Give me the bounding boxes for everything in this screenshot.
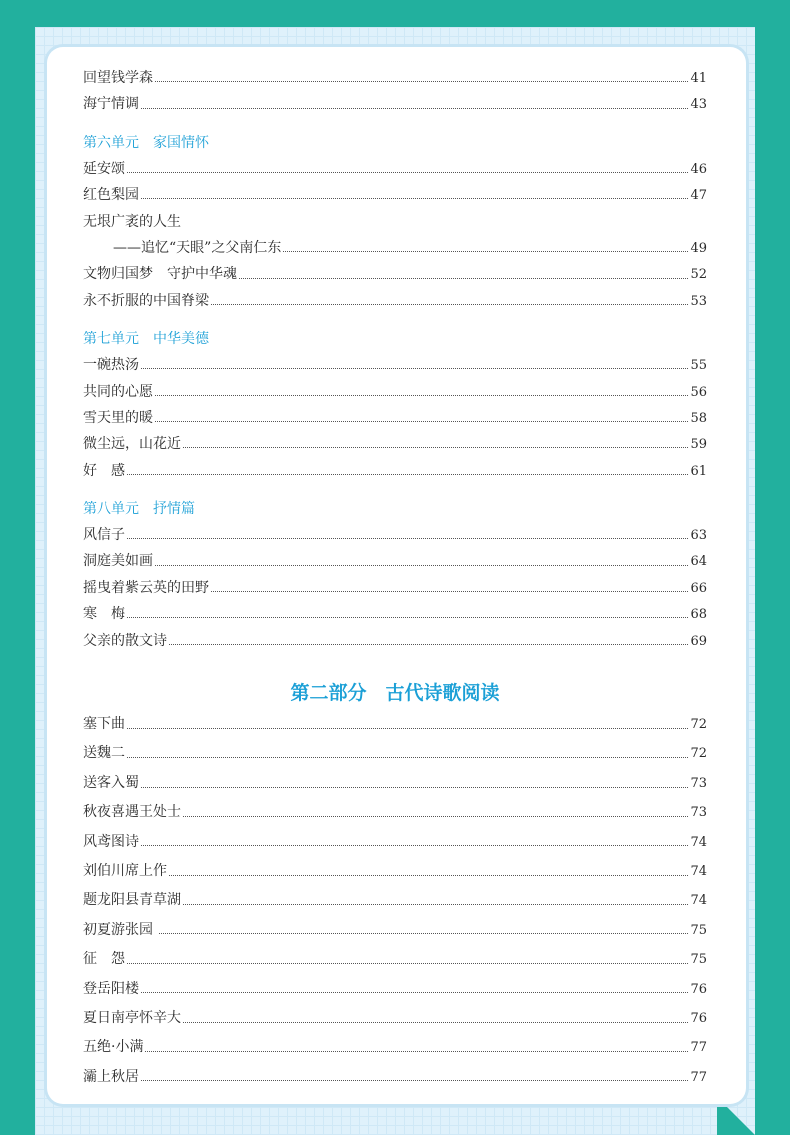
leader-dots xyxy=(169,643,688,645)
toc-entry[interactable] xyxy=(83,628,707,654)
toc-entry-page: 75 xyxy=(690,952,707,968)
leader-dots xyxy=(155,420,688,422)
toc-entry[interactable] xyxy=(83,431,707,457)
toc-entry[interactable] xyxy=(83,156,707,182)
toc-entry-title: 永不折服的中国脊梁 xyxy=(83,292,209,309)
toc-entry-title: 好 感 xyxy=(83,462,125,479)
toc-entry-page: 55 xyxy=(690,358,707,374)
toc-entry-page: 68 xyxy=(690,607,707,623)
toc-entry[interactable] xyxy=(83,548,707,574)
toc-entry-page: 69 xyxy=(690,633,707,649)
toc-entry-page: 75 xyxy=(690,922,707,938)
toc-entry-title: 风鸢图诗 xyxy=(83,833,139,850)
toc-entry-page: 63 xyxy=(690,528,707,544)
toc-entry[interactable] xyxy=(83,261,707,287)
toc-entry-page: 43 xyxy=(690,97,707,113)
toc-entry[interactable] xyxy=(83,945,707,974)
leader-dots xyxy=(141,107,688,109)
leader-dots xyxy=(127,727,688,729)
toc-entry-title: 题龙阳县青草湖 xyxy=(83,892,181,909)
toc-entry-title: 送魏二 xyxy=(83,745,125,762)
toc-entry[interactable] xyxy=(83,1004,707,1033)
toc-entry-title: 红色梨园 xyxy=(83,187,139,204)
toc-entry[interactable] xyxy=(83,798,707,827)
leader-dots xyxy=(155,80,688,82)
toc-entry[interactable] xyxy=(83,575,707,601)
toc-entry-title: 微尘远，山花近 xyxy=(83,436,181,453)
toc-entry-title: 摇曳着紫云英的田野 xyxy=(83,579,209,596)
unit-heading-7: 第七单元 中华美德 xyxy=(83,331,209,348)
leader-dots xyxy=(155,564,688,566)
table-of-contents xyxy=(83,65,707,1092)
toc-entry-page: 52 xyxy=(690,267,707,283)
toc-entry-page: 49 xyxy=(690,240,707,256)
toc-entry-title: 一碗热汤 xyxy=(83,357,139,374)
leader-dots xyxy=(141,991,688,993)
unit-heading-8: 第八单元 抒情篇 xyxy=(83,501,195,518)
toc-entry-title: 寒 梅 xyxy=(83,606,125,623)
leader-dots xyxy=(211,590,688,592)
toc-entry-title: 洞庭美如画 xyxy=(83,553,153,570)
toc-entry-title: 刘伯川席上作 xyxy=(83,862,167,879)
toc-entry-page: 74 xyxy=(690,893,707,909)
leader-dots xyxy=(283,250,688,252)
toc-entry-title: 灞上秋居 xyxy=(83,1068,139,1085)
toc-entry-page: 53 xyxy=(690,293,707,309)
leader-dots xyxy=(141,786,688,788)
toc-entry-title: 文物归国梦 守护中华魂 xyxy=(83,266,237,283)
leader-dots xyxy=(183,903,688,905)
toc-entry[interactable] xyxy=(83,975,707,1004)
toc-entry-title: 延安颂 xyxy=(83,160,125,177)
leader-dots xyxy=(211,303,688,305)
toc-entry-page: 58 xyxy=(690,410,707,426)
leader-dots xyxy=(127,473,688,475)
toc-entry[interactable] xyxy=(83,91,707,117)
toc-entry[interactable] xyxy=(83,739,707,768)
toc-entry-title: 初夏游张园 xyxy=(83,921,158,938)
toc-entry[interactable] xyxy=(83,828,707,857)
toc-entry[interactable] xyxy=(83,857,707,886)
toc-entry-page: 77 xyxy=(690,1040,707,1056)
toc-entry[interactable] xyxy=(83,235,707,261)
toc-entry[interactable] xyxy=(83,288,707,314)
toc-section-top xyxy=(83,65,707,118)
part-heading-2: 第二部分 古代诗歌阅读 xyxy=(290,682,500,705)
toc-entry-title: 父亲的散文诗 xyxy=(83,632,167,649)
toc-section-unit8 xyxy=(83,522,707,654)
leader-dots xyxy=(127,537,688,539)
toc-entry[interactable] xyxy=(83,522,707,548)
toc-entry-title: 秋夜喜遇王处士 xyxy=(83,804,181,821)
toc-entry[interactable] xyxy=(83,352,707,378)
leader-dots xyxy=(239,277,688,279)
leader-dots xyxy=(183,1021,688,1023)
toc-entry-title: 塞下曲 xyxy=(83,716,125,733)
toc-entry[interactable] xyxy=(83,182,707,208)
toc-section-unit7 xyxy=(83,352,707,484)
toc-section-part2 xyxy=(83,710,707,1092)
toc-entry[interactable] xyxy=(83,1063,707,1092)
toc-entry-page: 73 xyxy=(690,775,707,791)
toc-entry-page: 66 xyxy=(690,580,707,596)
toc-entry-subtitle: ——追忆“天眼”之父南仁东 xyxy=(113,239,282,256)
toc-entry-page: 72 xyxy=(690,746,707,762)
leader-dots xyxy=(127,171,688,173)
toc-entry-page: 77 xyxy=(690,1069,707,1085)
leader-dots xyxy=(183,815,688,817)
toc-entry[interactable] xyxy=(83,886,707,915)
toc-entry-title: 共同的心愿 xyxy=(83,383,153,400)
leader-dots xyxy=(141,1079,688,1081)
toc-entry-page: 73 xyxy=(690,805,707,821)
leader-dots xyxy=(141,844,688,846)
leader-dots xyxy=(127,756,688,758)
leader-dots xyxy=(141,367,688,369)
toc-entry-page: 74 xyxy=(690,863,707,879)
toc-entry-page: 47 xyxy=(690,188,707,204)
toc-entry[interactable] xyxy=(83,601,707,627)
toc-entry-page: 72 xyxy=(690,717,707,733)
toc-entry-page: 56 xyxy=(690,384,707,400)
leader-dots xyxy=(145,1050,688,1052)
unit-heading-6: 第六单元 家国情怀 xyxy=(83,134,209,151)
leader-dots xyxy=(127,616,688,618)
toc-entry-page: 74 xyxy=(690,834,707,850)
toc-entry-title: 五绝·小满 xyxy=(83,1039,144,1056)
toc-section-unit6 xyxy=(83,156,707,209)
toc-entry-title: 登岳阳楼 xyxy=(83,980,139,997)
toc-entry[interactable] xyxy=(83,769,707,798)
toc-entry[interactable] xyxy=(83,405,707,431)
toc-entry-page: 64 xyxy=(690,554,707,570)
leader-dots xyxy=(183,446,688,448)
toc-entry[interactable] xyxy=(83,379,707,405)
leader-dots xyxy=(127,962,688,964)
toc-entry-page: 76 xyxy=(690,1010,707,1026)
toc-entry-page: 46 xyxy=(690,161,707,177)
toc-entry-title: 海宁情调 xyxy=(83,96,139,113)
toc-entry-title: 雪天里的暖 xyxy=(83,409,153,426)
toc-entry-page: 41 xyxy=(690,71,707,86)
toc-card xyxy=(47,47,746,1104)
toc-entry[interactable] xyxy=(83,916,707,945)
leader-dots xyxy=(141,197,688,199)
toc-entry[interactable] xyxy=(83,458,707,484)
toc-entry-title: 征 怨 xyxy=(83,951,125,968)
leader-dots xyxy=(155,394,688,396)
toc-entry-page: 59 xyxy=(690,437,707,453)
toc-entry-title: 夏日南亭怀辛大 xyxy=(83,1009,181,1026)
leader-dots xyxy=(159,932,688,934)
toc-entry[interactable] xyxy=(83,710,707,739)
toc-entry[interactable] xyxy=(83,1033,707,1062)
toc-entry-page: 76 xyxy=(690,981,707,997)
leader-dots xyxy=(169,874,688,876)
toc-entry[interactable] xyxy=(83,65,707,91)
toc-section-unit6-cont xyxy=(83,261,707,314)
toc-entry-title: 送客入蜀 xyxy=(83,774,139,791)
toc-entry-title: 无垠广袤的人生 xyxy=(83,213,181,230)
toc-entry-page: 61 xyxy=(690,463,707,479)
toc-entry-title: 回望钱学森 xyxy=(83,70,153,86)
toc-entry-title: 风信子 xyxy=(83,527,125,544)
